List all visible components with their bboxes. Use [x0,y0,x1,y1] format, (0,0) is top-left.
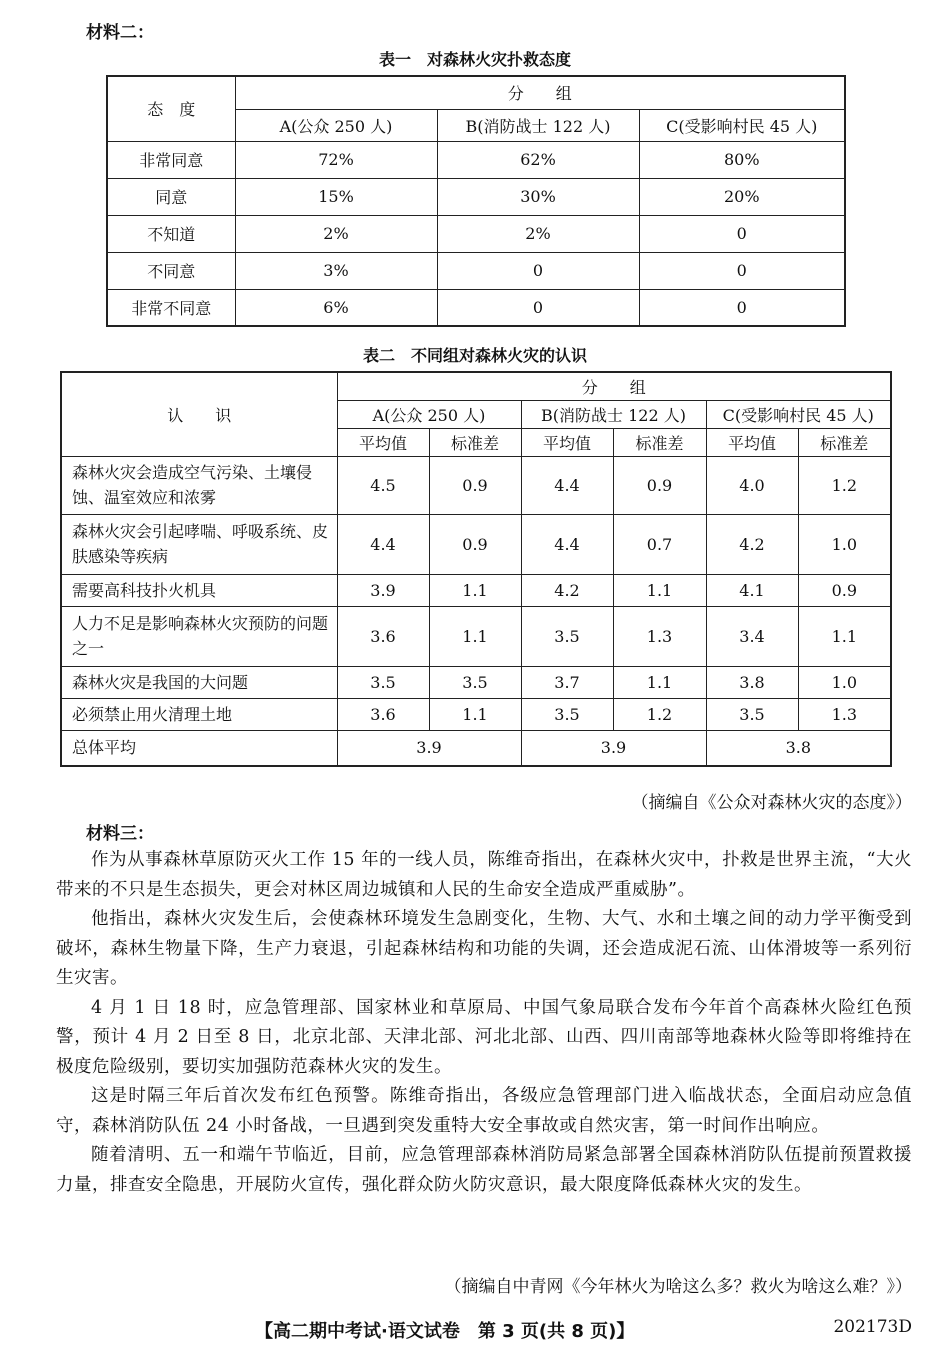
cell-value: 0 [639,252,845,289]
cell-value: 15% [235,178,437,215]
cell-value: 4.0 [706,456,798,514]
group-c-header: C(受影响村民 45 人) [639,109,845,141]
cell-value: 3.5 [521,606,613,666]
cell-value: 3.6 [337,698,429,730]
cell-value: 3% [235,252,437,289]
group-c-header: C(受影响村民 45 人) [706,400,891,428]
cell-value: 1.1 [429,698,521,730]
footer-code: 202173D [833,1317,912,1337]
cell-value: 0 [437,252,639,289]
total-label: 总体平均 [61,730,337,766]
cell-value: 0.9 [798,574,891,606]
cell-value: 1.1 [798,606,891,666]
cell-value: 1.2 [613,698,706,730]
cell-value: 3.5 [429,666,521,698]
cell-value: 4.4 [337,514,429,574]
cell-value: 4.5 [337,456,429,514]
cell-value: 1.1 [429,606,521,666]
total-value-c: 3.8 [706,730,891,766]
total-value-b: 3.9 [521,730,706,766]
row-label: 人力不足是影响森林火灾预防的问题之一 [61,606,337,666]
row-label: 必须禁止用火清理土地 [61,698,337,730]
total-value-a: 3.9 [337,730,521,766]
cell-value: 1.3 [613,606,706,666]
cell-value: 6% [235,289,437,326]
cell-value: 4.2 [521,574,613,606]
cell-value: 1.2 [798,456,891,514]
table-one-caption: 表一 对森林火灾扑救态度 [378,50,571,69]
std-header: 标准差 [798,428,891,456]
std-header: 标准差 [613,428,706,456]
table-two [60,371,892,767]
cell-value: 30% [437,178,639,215]
cell-value: 4.2 [706,514,798,574]
cell-value: 1.0 [798,666,891,698]
row-label: 非常不同意 [107,289,235,326]
cell-value: 2% [235,215,437,252]
cell-value: 0.9 [429,456,521,514]
cell-value: 3.7 [521,666,613,698]
cell-value: 4.4 [521,456,613,514]
row-label: 不同意 [107,252,235,289]
group-a-header: A(公众 250 人) [235,109,437,141]
cell-value: 3.5 [337,666,429,698]
paragraph: 随着清明、五一和端午节临近，目前，应急管理部森林消防局紧急部署全国森林消防队伍提前预置救援力量，排查安全隐患，开展防火宣传，强化群众防火防灾意识，最大限度降低森林火灾的发生。 [56,1145,912,1195]
mean-header: 平均值 [337,428,429,456]
attitude-header: 态 度 [107,76,235,141]
cell-value: 72% [235,141,437,178]
group-header: 分 组 [235,76,845,109]
cell-value: 0 [437,289,639,326]
paragraph: 4 月 1 日 18 时，应急管理部、国家林业和草原局、中国气象局联合发布今年首个高森林火险红色预警，预计 4 月 2 日至 8 日，北京北部、天津北部、河北北部、山西、四川南部等地森林火险等即将维持在极度危险级别，要切实加强防范森林火灾的发生。 [56,997,912,1077]
cell-value: 3.4 [706,606,798,666]
material-two-source: （摘编自《公众对森林火灾的态度》） [631,793,912,813]
group-a-header: A(公众 250 人) [337,400,521,428]
cell-value: 0 [639,215,845,252]
material-three-body [56,846,912,1200]
row-label: 需要高科技扑火机具 [61,574,337,606]
cell-value: 80% [639,141,845,178]
group-b-header: B(消防战士 122 人) [437,109,639,141]
cell-value: 3.8 [706,666,798,698]
row-label: 非常同意 [107,141,235,178]
cell-value: 0 [639,289,845,326]
row-label: 森林火灾会造成空气污染、土壤侵蚀、温室效应和浓雾 [61,456,337,514]
cell-value: 1.1 [613,574,706,606]
group-b-header: B(消防战士 122 人) [521,400,706,428]
row-label: 同意 [107,178,235,215]
cell-value: 4.1 [706,574,798,606]
mean-header: 平均值 [521,428,613,456]
cell-value: 4.4 [521,514,613,574]
cell-value: 1.1 [429,574,521,606]
recognition-header: 认 识 [61,372,337,456]
table-one [106,75,846,327]
material-three-heading: 材料三： [86,824,154,844]
cell-value: 0.7 [613,514,706,574]
cell-value: 1.0 [798,514,891,574]
cell-value: 1.3 [798,698,891,730]
cell-value: 0.9 [429,514,521,574]
footer-title: 【高二期中考试·语文试卷 第 3 页(共 8 页)】 [255,1321,635,1342]
row-label: 森林火灾是我国的大问题 [61,666,337,698]
mean-header: 平均值 [706,428,798,456]
paragraph: 他指出，森林火灾发生后，会使森林环境发生急剧变化，生物、大气、水和土壤之间的动力学平衡受到破坏，森林生物量下降，生产力衰退，引起森林结构和功能的失调，还会造成泥石流、山体滑坡等一系列衍生灾害。 [56,909,912,988]
table-two-caption: 表二 不同组对森林火灾的认识 [362,346,587,365]
cell-value: 1.1 [613,666,706,698]
cell-value: 3.6 [337,606,429,666]
material-two-heading: 材料二： [86,23,154,43]
cell-value: 20% [639,178,845,215]
cell-value: 3.5 [706,698,798,730]
material-three-source: （摘编自中青网《今年林火为啥这么多？救火为啥这么难？》） [444,1277,912,1297]
cell-value: 3.5 [521,698,613,730]
paragraph: 作为从事森林草原防灭火工作 15 年的一线人员，陈维奇指出，在森林火灾中，扑救是世界主流，“大火带来的不只是生态损失，更会对林区周边城镇和人民的生命安全造成严重威胁”。 [56,850,912,900]
cell-value: 62% [437,141,639,178]
row-label: 森林火灾会引起哮喘、呼吸系统、皮肤感染等疾病 [61,514,337,574]
group-header: 分 组 [337,372,891,400]
paragraph: 这是时隔三年后首次发布红色预警。陈维奇指出，各级应急管理部门进入临战状态，全面启动应急值守，森林消防队伍 24 小时备战，一旦遇到突发重特大安全事故或自然灾害，第一时间作出响应。 [56,1086,912,1136]
cell-value: 0.9 [613,456,706,514]
cell-value: 2% [437,215,639,252]
std-header: 标准差 [429,428,521,456]
cell-value: 3.9 [337,574,429,606]
row-label: 不知道 [107,215,235,252]
